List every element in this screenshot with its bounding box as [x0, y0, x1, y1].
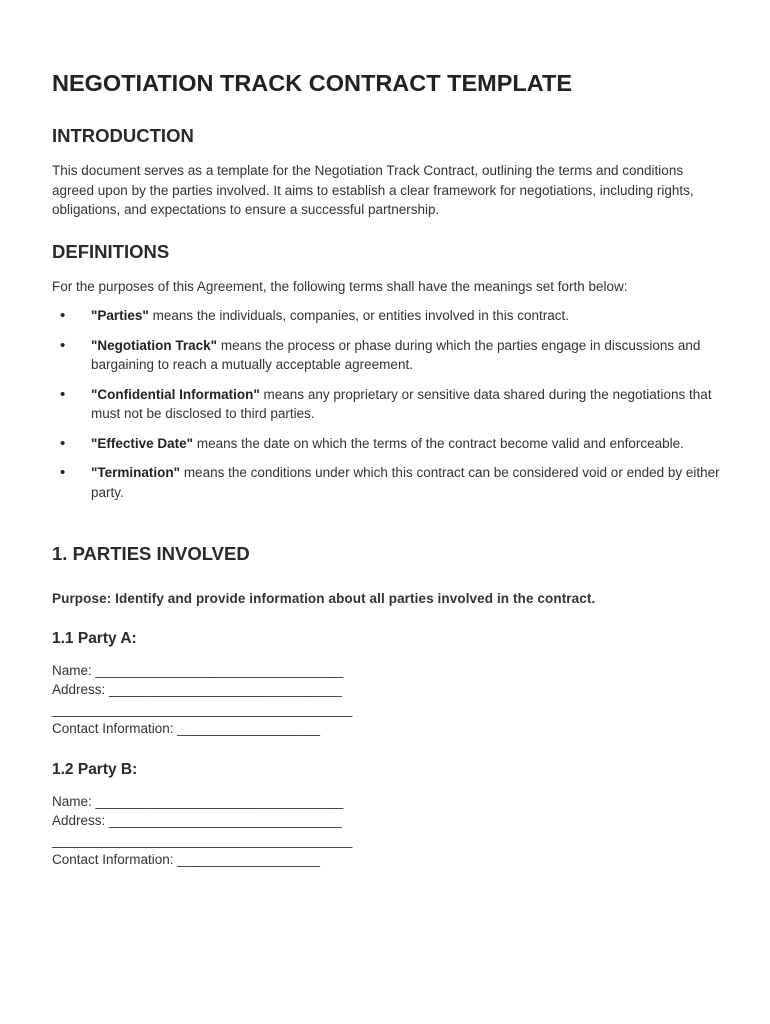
party-b-heading: 1.2 Party B: — [52, 761, 138, 778]
party-b-name-field[interactable]: Name: _________________________________ — [52, 794, 344, 809]
bullet-icon: • — [60, 307, 66, 324]
definition-text: means the date on which the terms of the contract become valid and enforceable. — [193, 435, 684, 451]
party-a-heading: 1.1 Party A: — [52, 630, 137, 647]
party-a-address-field[interactable]: Address: _______________________________ — [52, 682, 342, 697]
definition-text: means the conditions under which this contract can be considered void or ended by either party. — [91, 465, 720, 500]
definition-term: "Effective Date" — [91, 435, 194, 451]
definitions-list — [52, 306, 720, 512]
party-b-address-line-2[interactable]: ________________________________________ — [52, 833, 353, 848]
parties-purpose: Purpose: Identify and provide information about all parties involved in the contract. — [52, 591, 596, 606]
definition-text: means the process or phase during which the parties engage in discussions and bargaining to reach a mutually acceptable agreement. — [91, 337, 701, 372]
bullet-icon: • — [60, 385, 66, 403]
definition-term: "Negotiation Track" — [91, 337, 218, 353]
document-title: NEGOTIATION TRACK CONTRACT TEMPLATE — [52, 70, 573, 96]
definition-text: means the individuals, companies, or entities involved in this contract. — [148, 308, 570, 323]
definition-item-effective-date — [52, 434, 720, 454]
definition-item-negotiation-track — [52, 336, 720, 375]
parties-heading: 1. PARTIES INVOLVED — [52, 543, 250, 564]
party-b-contact-field[interactable]: Contact Information: ___________________ — [52, 852, 320, 867]
party-a-contact-field[interactable]: Contact Information: ___________________ — [52, 721, 320, 736]
definition-item-confidential-information — [52, 385, 720, 424]
party-a-name-field[interactable]: Name: _________________________________ — [52, 663, 344, 678]
party-b-address-field[interactable]: Address: _______________________________ — [52, 813, 342, 828]
definition-term: "Parties" — [91, 308, 149, 323]
party-a-address-line-2[interactable]: ________________________________________ — [52, 702, 353, 717]
definition-term: "Termination" — [91, 465, 181, 480]
introduction-heading: INTRODUCTION — [52, 125, 194, 146]
bullet-icon: • — [60, 464, 66, 481]
definition-item-termination — [52, 463, 720, 502]
definitions-heading: DEFINITIONS — [52, 241, 170, 262]
bullet-icon: • — [60, 336, 66, 354]
definition-term: "Confidential Information" — [91, 386, 260, 402]
definitions-intro: For the purposes of this Agreement, the following terms shall have the meanings set forth below: — [52, 279, 628, 294]
bullet-icon: • — [60, 434, 66, 452]
definition-text: means any proprietary or sensitive data shared during the negotiations that must not be disclosed to third parties. — [91, 386, 712, 421]
introduction-paragraph: This document serves as a template for the Negotiation Track Contract, outlining the terms and conditions agreed upon by the parties involved. It aims to establish a clear framework for negotiations, including rights, obligations, and expectations to ensure a successful partnership. — [52, 163, 694, 217]
definition-item-parties — [52, 306, 720, 326]
